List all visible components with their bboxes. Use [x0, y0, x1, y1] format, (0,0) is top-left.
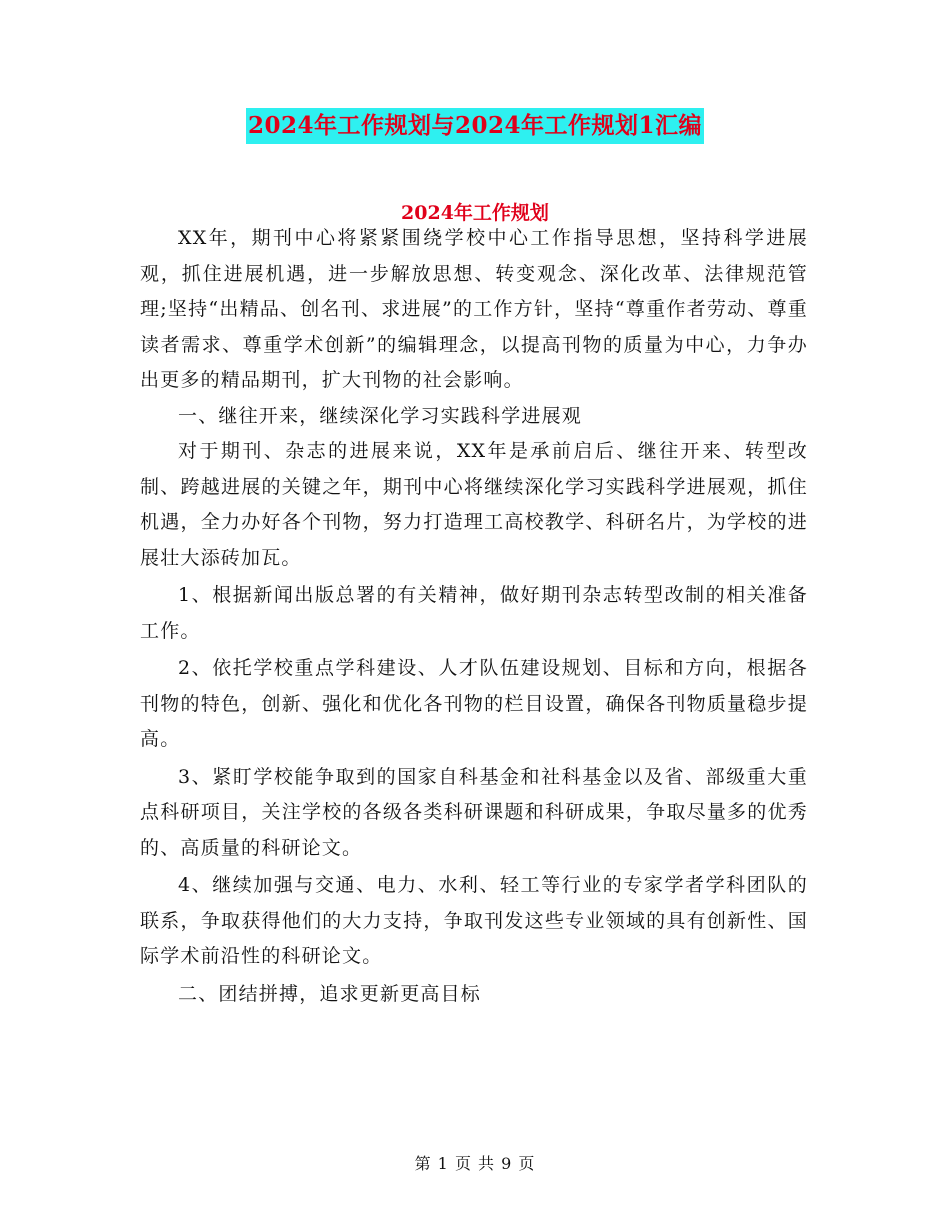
paragraph-item-2: 2、依托学校重点学科建设、人才队伍建设规划、目标和方向，根据各刊物的特色，创新、强化和优化各刊物的栏目设置，确保各刊物质量稳步提高。 [140, 657, 808, 750]
paragraph-item-4: 4、继续加强与交通、电力、水利、轻工等行业的专家学者学科团队的联系，争取获得他们的大力支持，争取刊发这些专业领域的具有创新性、国际学术前沿性的科研论文。 [140, 874, 808, 967]
document-title-container [0, 108, 950, 144]
paragraph-item-1: 1、根据新闻出版总署的有关精神，做好期刊杂志转型改制的相关准备工作。 [140, 584, 808, 642]
paragraph-intro: XX年，期刊中心将紧紧围绕学校中心工作指导思想，坚持科学进展观，抓住进展机遇，进一步解放思想、转变观念、深化改革、法律规范管理;坚持“出精品、创名刊、求进展”的工作方针，坚持“尊重作者劳动、尊重读者需求、尊重学术创新”的编辑理念，以提高刊物的质量为中心，力争办出更多的精品期刊，扩大刊物的社会影响。 [140, 227, 808, 391]
section-title: 2024年工作规划 [401, 202, 549, 224]
paragraph-heading-two: 二、团结拼搏，追求更新更高目标 [178, 982, 482, 1005]
document-title: 2024年工作规划与2024年工作规划1汇编 [246, 108, 704, 144]
paragraph-item-3: 3、紧盯学校能争取到的国家自科基金和社科基金以及省、部级重大重点科研项目，关注学校的各级各类科研课题和科研成果，争取尽量多的优秀的、高质量的科研论文。 [140, 765, 808, 859]
page-footer: 第 1 页 共 9 页 [414, 1154, 536, 1173]
paragraph-development: 对于期刊、杂志的进展来说，XX年是承前启后、继往开来、转型改制、跨越进展的关键之年，期刊中心将继续深化学习实践科学进展观，抓住机遇，全力办好各个刊物，努力打造理工高校教学、科研名片，为学校的进展壮大添砖加瓦。 [140, 440, 808, 569]
paragraph-heading-one: 一、继往开来，继续深化学习实践科学进展观 [178, 404, 583, 427]
document-body [140, 221, 808, 1012]
